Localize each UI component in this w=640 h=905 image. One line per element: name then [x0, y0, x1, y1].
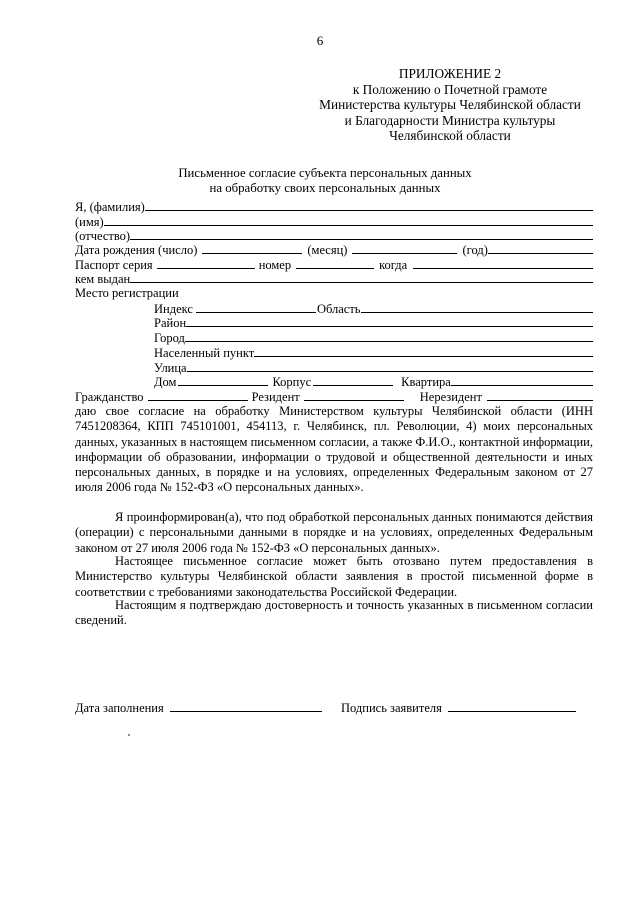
document-title: [150, 166, 500, 195]
revocation-paragraph: Настоящее письменное согласие может быть отозвано путем предоставления в Министерство культуры Челябинской области заявления в простой письменной форме в соответствии с требованиями законодательства Российской Федерации.: [75, 554, 593, 599]
birth-day-label: Дата рождения (число): [75, 243, 198, 257]
citizenship-line: [148, 389, 248, 401]
surname-label: Я, (фамилия): [75, 200, 145, 214]
district-label: Район: [154, 316, 187, 330]
name-row: [75, 214, 593, 229]
district-row: [154, 315, 593, 330]
city-label: Город: [154, 331, 185, 345]
patronymic-line: [130, 228, 593, 240]
issued-by-label: кем выдан: [75, 272, 131, 286]
birth-date-row: [75, 242, 593, 257]
surname-line: [145, 199, 593, 211]
resident-line: [304, 389, 404, 401]
passport-series-label: Паспорт серия: [75, 258, 153, 272]
information-paragraph: Я проинформирован(а), что под обработкой персональных данных понимаются действия (операции) с персональными данными в порядке и на условиях, определенных Федеральным законом от 27 июля 2006 года № 152-ФЗ «О персональных данных».: [75, 510, 593, 555]
title-line-1: Письменное согласие субъекта персональных данных: [178, 166, 472, 180]
appendix-line-5: Челябинской области: [389, 128, 511, 144]
fill-date-row: [75, 700, 322, 715]
birth-year-label: (год): [462, 243, 488, 257]
region-label: Область: [316, 302, 361, 316]
birth-month-line: [352, 242, 457, 254]
title-line-2: на обработку своих персональных данных: [209, 180, 441, 195]
region-line: [361, 301, 593, 313]
name-line: [104, 214, 593, 226]
settlement-label: Населенный пункт: [154, 346, 255, 360]
settlement-line: [254, 345, 593, 357]
apartment-line: [451, 374, 593, 386]
passport-when-label: когда: [379, 258, 408, 272]
citizenship-row: [75, 389, 593, 404]
settlement-row: [154, 345, 593, 360]
district-line: [186, 315, 593, 327]
scan-mark: [128, 734, 130, 736]
birth-month-label: (месяц): [307, 243, 348, 257]
appendix-line-4: и Благодарности Министра культуры: [344, 112, 556, 128]
nonresident-line: [487, 389, 593, 401]
building-line: [313, 374, 393, 386]
patronymic-row: [75, 228, 593, 243]
birth-day-line: [202, 242, 302, 254]
house-line: [178, 374, 268, 386]
index-row: [154, 301, 593, 316]
passport-number-line: [296, 257, 374, 269]
resident-label: Резидент: [251, 390, 300, 404]
confirmation-paragraph: Настоящим я подтверждаю достоверность и точность указанных в письменном согласии сведений.: [75, 598, 593, 628]
fill-date-label: Дата заполнения: [75, 701, 164, 715]
issued-by-row: [75, 271, 593, 286]
nonresident-label: Нерезидент: [419, 390, 482, 404]
house-row: [154, 374, 593, 389]
consent-text: даю свое согласие на обработку Министерством культуры Челябинской области (ИНН 7451208364, КПП 745101001, 454113, г. Челябинск, пл. Революции, 4) моих персональных данных, указанных в настоящем письменном согласии, а также Ф.И.О., контактной информации, информации об образовании, информации о трудовой и общественной деятельности и иных персональных данных, в порядке и на условиях, определенных Федеральным законом от 27 июля 2006 года № 152-ФЗ «О персональных данных».: [75, 404, 593, 495]
passport-row: [75, 257, 593, 272]
street-line: [187, 360, 593, 372]
fill-date-line: [170, 700, 322, 712]
signature-label: Подпись заявителя: [341, 701, 442, 715]
appendix-line-3: Министерства культуры Челябинской области: [319, 97, 581, 113]
street-row: [154, 360, 593, 375]
passport-number-label: номер: [258, 258, 292, 272]
appendix-header: [290, 66, 610, 144]
birth-year-line: [488, 242, 593, 254]
registration-row: [75, 286, 593, 301]
appendix-line-1: ПРИЛОЖЕНИЕ 2: [398, 66, 502, 81]
name-label: (имя): [75, 215, 104, 229]
index-label: Индекс: [154, 302, 193, 316]
building-label: Корпус: [272, 375, 312, 389]
surname-row: [75, 199, 593, 214]
page-number: 6: [316, 33, 324, 48]
street-label: Улица: [154, 361, 187, 375]
house-label: Дом: [154, 375, 177, 389]
passport-series-line: [157, 257, 255, 269]
index-line: [196, 301, 316, 313]
passport-when-line: [413, 257, 593, 269]
signature-row: [341, 700, 576, 715]
city-row: [154, 330, 593, 345]
registration-label: Место регистрации: [75, 286, 179, 300]
apartment-label: Квартира: [401, 375, 451, 389]
city-line: [185, 330, 593, 342]
signature-line: [448, 700, 576, 712]
issued-by-line: [130, 271, 593, 283]
appendix-line-2: к Положению о Почетной грамоте: [352, 81, 548, 97]
citizenship-label: Гражданство: [75, 390, 144, 404]
patronymic-label: (отчество): [75, 229, 131, 243]
